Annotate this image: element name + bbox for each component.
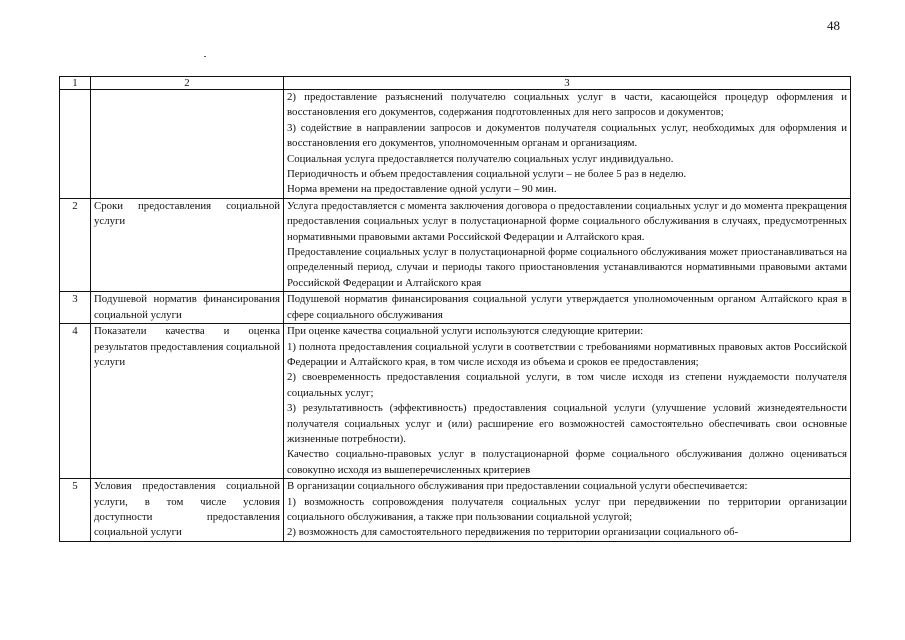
row-content <box>284 292 851 324</box>
page-number: 48 <box>827 18 840 33</box>
row-number: 2 <box>60 198 91 291</box>
header-cell-1: 1 <box>60 77 91 90</box>
row-number: 4 <box>60 324 91 479</box>
standard-table <box>59 76 851 542</box>
row-name <box>91 90 284 199</box>
content-paragraph: Качество социально-правовых услуг в полустационарной форме социального обслуживания должно оцениваться совокупно исходя из вышеперечисленных критериев <box>287 448 847 476</box>
row-content <box>284 324 851 479</box>
row-number: 3 <box>60 292 91 324</box>
row-content <box>284 198 851 291</box>
content-paragraph: Норма времени на предоставление одной услуги – 90 мин. <box>287 183 557 196</box>
content-paragraph: Периодичность и объем предоставления социальной услуги – не более 5 раз в неделю. <box>287 168 687 181</box>
content-paragraph: 2) возможность для самостоятельного передвижения по территории организации социального об- <box>287 526 739 539</box>
table-row <box>60 479 851 542</box>
content-paragraph: 2) своевременность предоставления социальной услуги, в том числе исходя из степени нуждаемости получателя социальных услуг; <box>287 371 847 399</box>
table-row <box>60 292 851 324</box>
content-paragraph: Услуга предоставляется с момента заключения договора о предоставлении социальных услуг и до момента прекращения предоставления социальных услуг в полустационарной форме социального обслуживания в случаях, предусмотренных нормативными правовыми актами Российской Федерации и Алтайского края. <box>287 199 847 243</box>
row-content <box>284 90 851 199</box>
row-name: Подушевой норматив финансирования социальной услуги <box>91 292 284 324</box>
content-paragraph: Предоставление социальных услуг в полустационарной форме социального обслуживания может приостанавливаться на определенный период, случаи и периоды такого приостановления устанавливаются нормативными правовыми актами Российской Федерации и Алтайского края <box>287 246 847 289</box>
content-paragraph: 1) полнота предоставления социальной услуги в соответствии с требованиями нормативных правовых актов Российской Федерации и Алтайского края, в том числе исходя из объема и сроков ее предоставления; <box>287 340 847 368</box>
row-number <box>60 90 91 199</box>
row-number: 5 <box>60 479 91 542</box>
row-content <box>284 479 851 542</box>
header-cell-3: 3 <box>284 77 851 90</box>
content-paragraph: 3) результативность (эффективность) предоставления социальной услуги (улучшение условий жизнедеятельности получателя социальных услуг и (или) расширение его возможностей самостоятельно обеспечивать свои основные жизненные потребности). <box>287 402 847 445</box>
table-row <box>60 198 851 291</box>
row-name: Показатели качества и оценка результатов предоставления социальной услуги <box>91 324 284 479</box>
scan-speck <box>204 56 206 57</box>
content-paragraph: 2) предоставление разъяснений получателю социальных услуг в части, касающейся процедур оформления и восстановления его документов, содержания подготовленных для него запросов и документов; <box>287 91 847 119</box>
table-row <box>60 324 851 479</box>
content-paragraph: Подушевой норматив финансирования социальной услуги утверждается уполномоченным органом Алтайского края в сфере социального обслуживания <box>287 293 847 321</box>
content-paragraph: 1) возможность сопровождения получателя социальных услуг при передвижении по территории организации социального обслуживания, а также при пользовании социальной услугой; <box>287 495 847 523</box>
content-paragraph: Социальная услуга предоставляется получателю социальных услуг индивидуально. <box>287 152 674 165</box>
table-row <box>60 90 851 199</box>
table-header-row <box>60 77 851 90</box>
content-paragraph: При оценке качества социальной услуги используются следующие критерии: <box>287 325 644 338</box>
row-name: Сроки предоставления социальной услуги <box>91 198 284 291</box>
header-cell-2: 2 <box>91 77 284 90</box>
content-paragraph: 3) содействие в направлении запросов и документов получателя социальных услуг, необходимых для оформления и восстановления его документов, уполномоченным органам и организациям. <box>287 121 847 150</box>
content-paragraph: В организации социального обслуживания при предоставлении социальной услуги обеспечивается: <box>287 480 748 493</box>
row-name: Условия предоставления социальной услуги, в том числе условия доступности предоставления социальной услуги <box>91 479 284 542</box>
